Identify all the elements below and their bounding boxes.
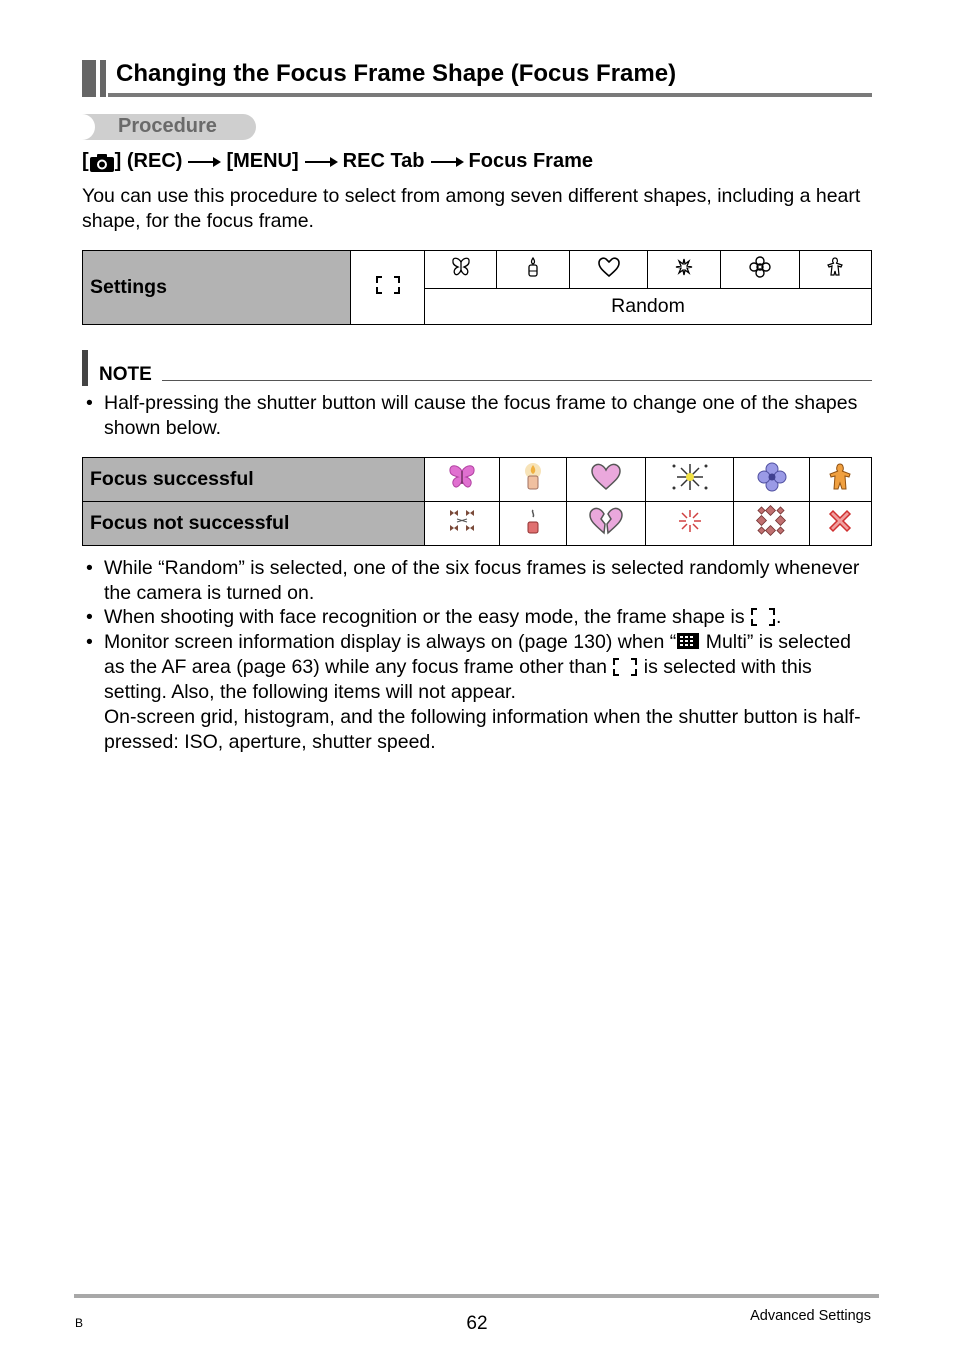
arrow-right-icon [187,156,221,168]
camera-icon [89,153,115,171]
footer-letter: B [75,1316,84,1330]
arrow-right-icon [304,156,338,168]
bullet-monitor-d: On-screen grid, histogram, and the following information when the shutter button is half-pressed: ISO, aperture, shutter speed. [104,706,861,753]
path-open-bracket: [ [82,150,89,172]
bracket-frame-icon [750,608,776,626]
focus-successful-label: Focus successful [83,458,425,502]
candle-icon [522,256,544,278]
footer-section: Advanced Settings [750,1308,871,1324]
procedure-notch [82,114,108,140]
procedure-label: Procedure [118,115,217,137]
heart-icon [597,256,621,278]
bracket-frame-icon [612,658,638,676]
sparkle-burst-icon [670,461,710,493]
red-x-icon [826,507,854,535]
bullet-face-end: . [776,606,782,628]
orange-gingerbread-icon [826,462,854,492]
arrow-right-icon [430,156,464,168]
bullet-monitor-a: Monitor screen information display is always on (page 130) when “ [104,631,677,653]
path-focus-frame: Focus Frame [468,150,593,172]
broken-heart-icon [588,506,624,536]
bullet-random: While “Random” is selected, one of the six focus frames is selected randomly whenever the camera is turned on. [104,557,860,604]
success-candle-cell [500,458,567,502]
pink-heart-icon [590,462,622,492]
gingerbread-icon [824,256,846,278]
bullet-marker: • [86,392,93,414]
fail-gingerbread-cell [809,502,871,546]
bracket-frame-option [351,251,425,325]
candle-option [497,251,569,289]
bracket-frame-icon [375,275,401,295]
sparkle-icon [673,256,695,278]
success-butterfly-cell [425,458,500,502]
success-flower-cell [734,458,809,502]
scattered-petals-icon [755,505,789,537]
page-number: 62 [466,1313,488,1334]
note-bar [82,350,88,386]
bullet-monitor-display [104,630,874,755]
fail-flower-cell [734,502,809,546]
note-bullet-1: Half-pressing the shutter button will cause the focus frame to change one of the shapes shown below. [104,392,858,439]
random-option: Random [425,288,872,325]
faded-sparkle-icon [675,506,705,536]
fail-candle-cell [500,502,567,546]
blue-flower-icon [757,462,787,492]
multi-af-icon [676,632,700,650]
butterfly-icon [450,256,472,278]
success-heart-cell [566,458,646,502]
focus-table [82,457,872,546]
heading-rule [108,93,872,97]
heart-option [569,251,648,289]
note-rule [162,380,872,381]
path-menu: [MENU] [226,150,299,172]
scattered-butterflies-icon [445,507,479,535]
gingerbread-option [799,251,871,289]
intro-paragraph: You can use this procedure to select from among seven different shapes, including a heart shape, for the focus frame. [82,185,861,232]
success-sparkle-cell [646,458,734,502]
section-title: Changing the Focus Frame Shape (Focus Frame) [116,60,677,87]
bullet-monitor-c: is selected with this setting. Also, the following items will not appear. [104,656,812,703]
focus-not-successful-label: Focus not successful [83,502,425,546]
bullet-marker: • [86,557,93,579]
menu-path [82,150,593,173]
note-label: NOTE [99,364,152,385]
unlit-candle-icon [518,506,548,536]
bullet-monitor-b: Multi” is selected as the AF area (page 63) while any focus frame other than [104,631,851,678]
settings-label: Settings [83,251,351,325]
path-rec-tab: REC Tab [342,150,425,172]
path-rec: ] (REC) [114,150,183,172]
success-gingerbread-cell [809,458,871,502]
heading-bar-2 [100,60,106,97]
butterfly-option [425,251,497,289]
bullet-face-recognition [104,605,874,630]
sparkle-option [648,251,720,289]
lit-candle-icon [518,462,548,492]
fail-heart-cell [566,502,646,546]
flower-icon [748,256,772,278]
fail-sparkle-cell [646,502,734,546]
heading-bar-1 [82,60,96,97]
settings-table [82,250,872,325]
bullet-face-text: When shooting with face recognition or the easy mode, the frame shape is [104,606,751,628]
flower-option [720,251,799,289]
fail-butterfly-cell [425,502,500,546]
bullet-marker: • [86,631,93,653]
pink-butterfly-icon [447,463,477,491]
footer-rule [74,1294,879,1298]
bullet-marker: • [86,606,93,628]
